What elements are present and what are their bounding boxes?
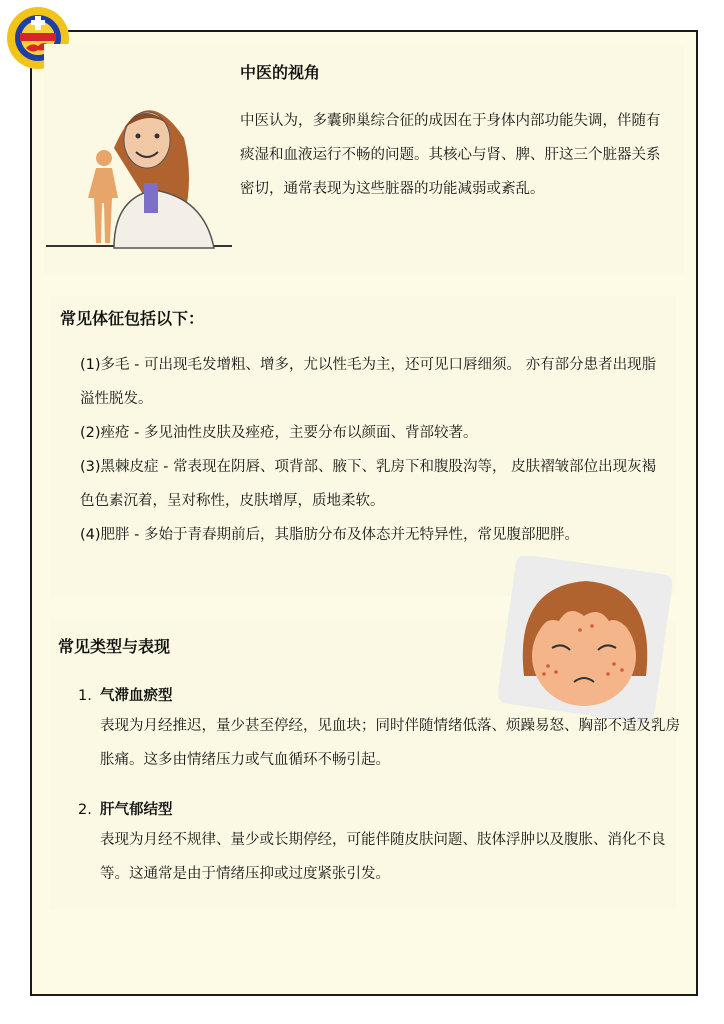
section-heading-types: 常见类型与表现 <box>58 637 171 656</box>
symptom-list <box>80 348 670 552</box>
tcm-description: 中医认为，多囊卵巢综合征的成因在于身体内部功能失调，伴随有痰湿和血液运行不畅的问题。其核心与肾、脾、肝这三个脏器关系密切，通常表现为这些脏器的功能减弱或紊乱。 <box>240 113 661 197</box>
type-number: 2. <box>78 802 92 818</box>
section-heading-tcm: 中医的视角 <box>240 63 321 82</box>
type-title: 气滞血瘀型 <box>100 688 173 704</box>
type-item <box>78 684 680 777</box>
symptom-item: (2)痤疮 - 多见油性皮肤及痤疮，主要分布以颜面、背部较著。 <box>80 425 478 441</box>
type-number: 1. <box>78 688 92 704</box>
symptom-item: (1)多毛 - 可出现毛发增粗、增多，尤以性毛为主，还可见口唇细须。 亦有部分患者出现脂溢性脱发。 <box>80 357 657 407</box>
symptom-item: (4)肥胖 - 多始于青春期前后，其脂肪分布及体态并无特异性，常见腹部肥胖。 <box>80 527 579 543</box>
type-description: 表现为月经推迟，量少甚至停经，见血块；同时伴随情绪低落、烦躁易怒、胸部不适及乳房胀痛。这多由情绪压力或气血循环不畅引起。 <box>100 718 680 768</box>
symptom-item: (3)黑棘皮症 - 常表现在阴唇、项背部、腋下、乳房下和腹股沟等， 皮肤褶皱部位出现灰褐色色素沉着，呈对称性，皮肤增厚，质地柔软。 <box>80 459 657 509</box>
type-item <box>78 798 680 891</box>
doctor-illustration <box>44 88 234 250</box>
type-description: 表现为月经不规律、量少或长期停经，可能伴随皮肤问题、肢体浮肿以及腹胀、消化不良等。这通常是由于情绪压抑或过度紧张引发。 <box>100 832 666 882</box>
section-heading-symptoms: 常见体征包括以下： <box>60 309 205 328</box>
type-title: 肝气郁结型 <box>100 802 173 818</box>
